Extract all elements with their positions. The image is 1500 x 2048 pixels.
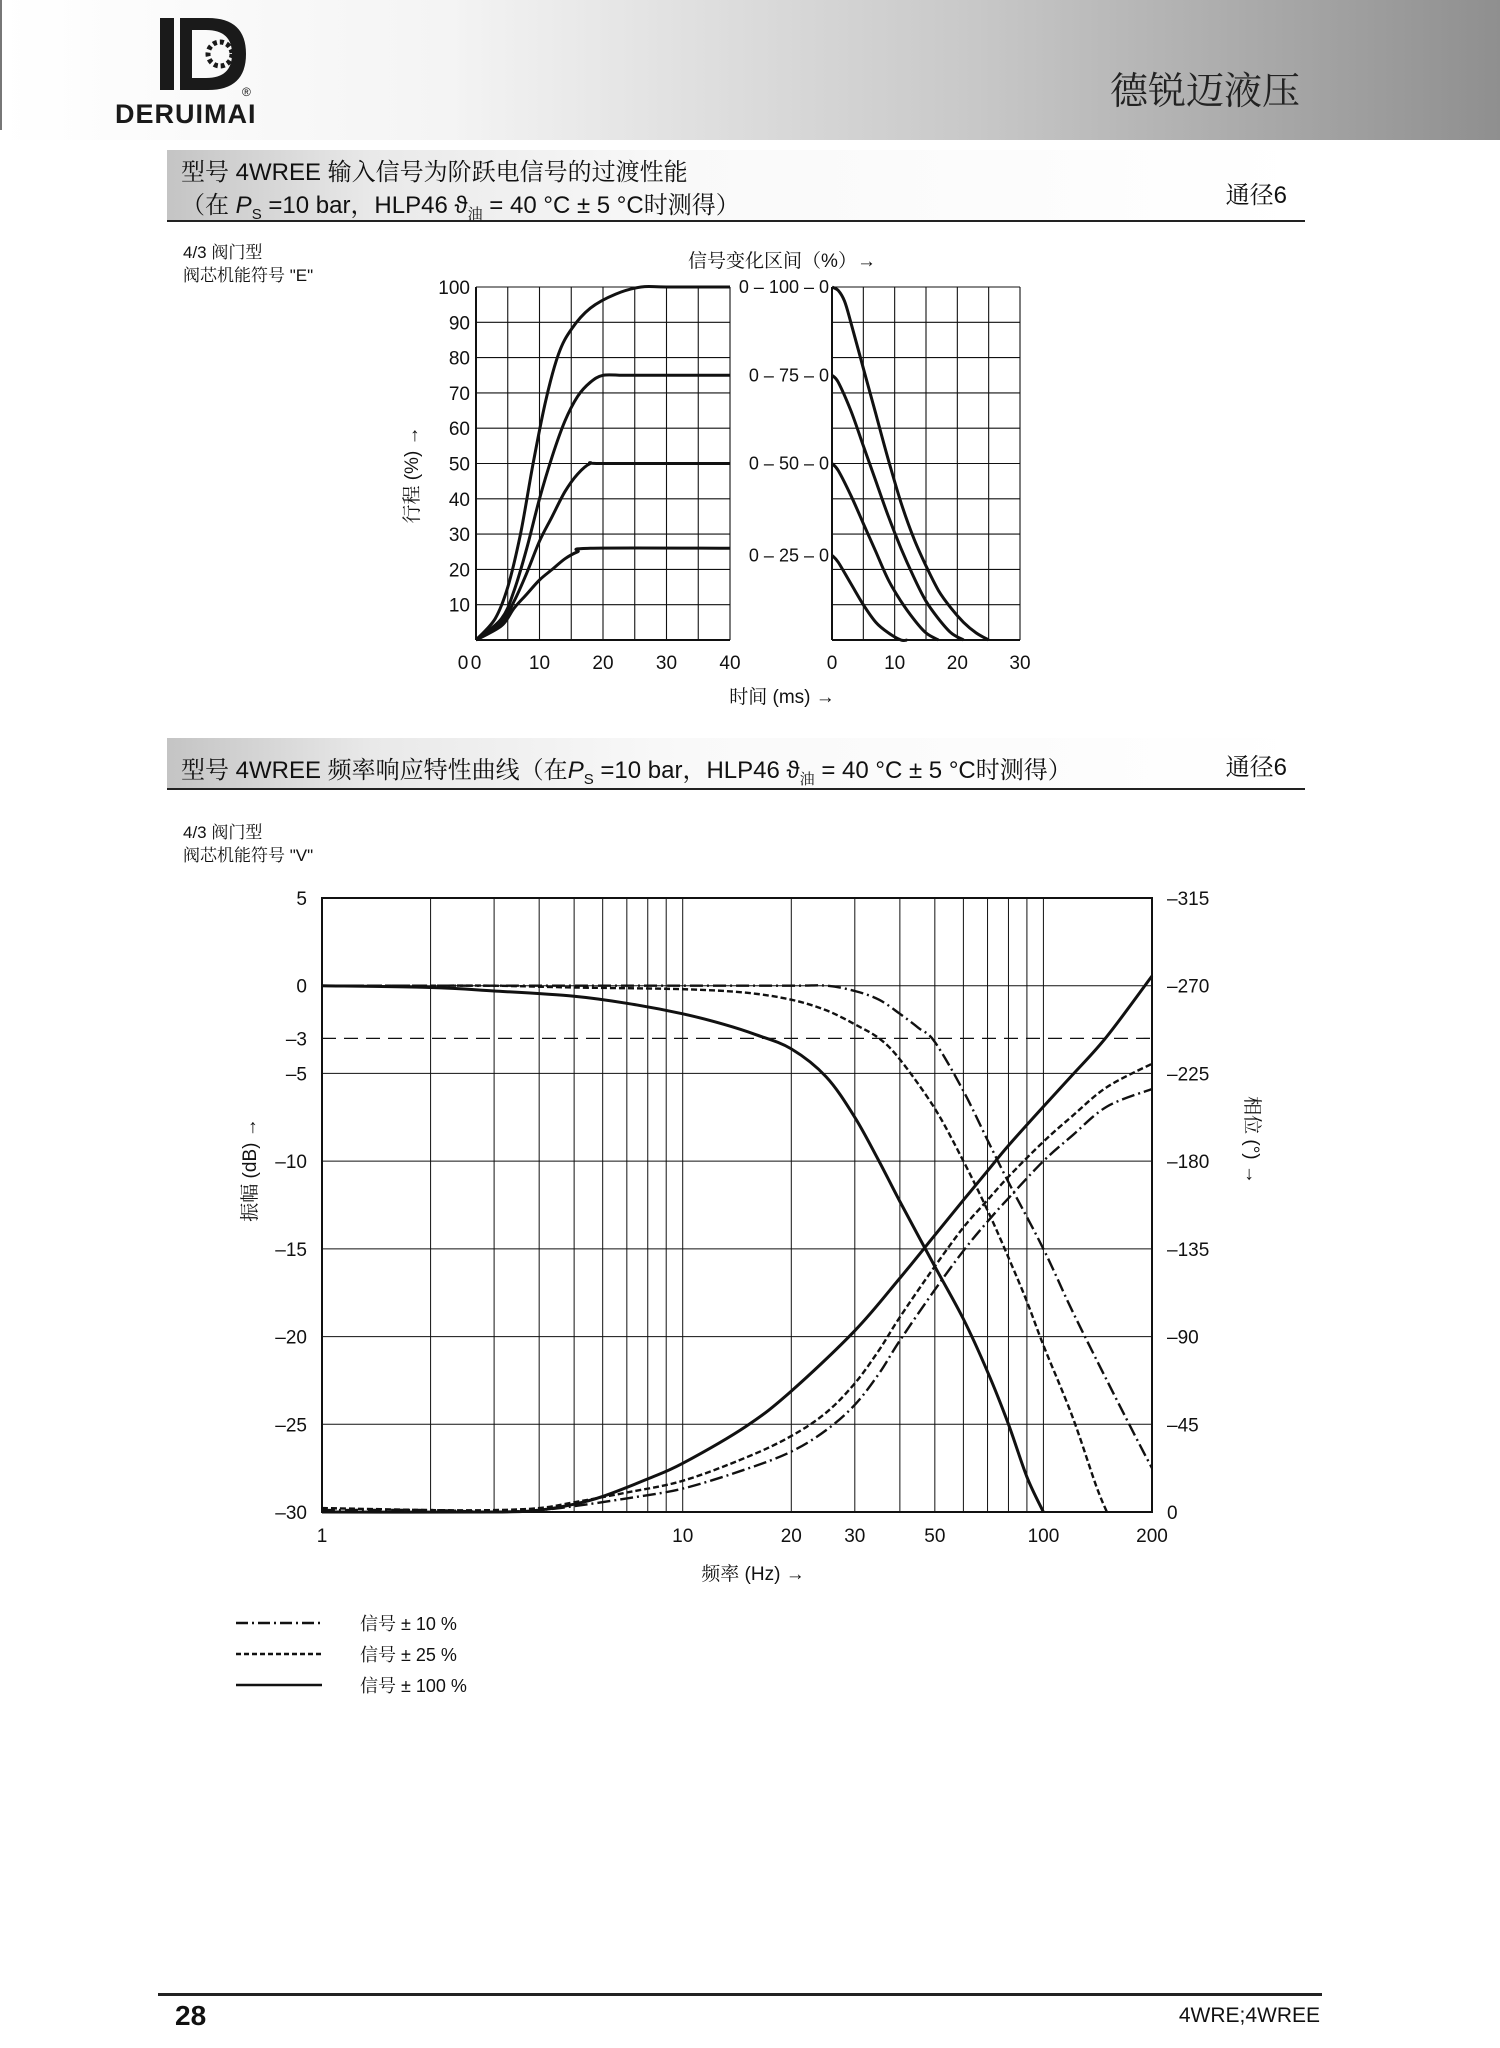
logo-registered-mark: ®	[242, 85, 251, 99]
section1-valve-type: 4/3 阀门型	[183, 243, 263, 262]
chart2-xtick-label: 1	[316, 1526, 328, 1547]
section2-title-part-a: 型号 4WREE 频率响应特性曲线（在	[181, 757, 568, 784]
section1-title-oil-sub: 油	[467, 205, 483, 223]
chart1-left-xtick-label: 20	[592, 653, 614, 674]
legend-label-10: 信号 ± 10 %	[360, 1614, 457, 1634]
section2-title-oil-sub: 油	[799, 770, 815, 788]
chart1-right-series-line	[832, 464, 939, 641]
section2-title-ps-sub: S	[583, 770, 594, 788]
page-header	[0, 0, 1500, 140]
chart1-range-label: 0 – 50 – 0	[748, 453, 829, 474]
logo-d-shape	[180, 18, 246, 90]
section1-title-ps: P	[235, 192, 252, 219]
chart2-xtick-label: 100	[1027, 1526, 1060, 1547]
chart1-xlabel: 时间 (ms) →	[729, 687, 835, 708]
legend-item-25	[236, 1639, 457, 1669]
section2-spool-symbol: 阀芯机能符号 "V"	[183, 846, 314, 865]
chart2-ytick-label: 5	[296, 889, 307, 910]
logo-bar	[160, 18, 174, 90]
brand-name: DERUIMAI	[115, 99, 257, 129]
footer-rule	[158, 1993, 1322, 1996]
chart2-amplitude-line-dashdot	[322, 985, 1152, 1468]
chart1-ytick-label: 50	[448, 454, 470, 476]
legend-item-10	[236, 1608, 457, 1638]
section1-header	[167, 150, 1305, 222]
section1-title-line2	[181, 185, 740, 224]
chart2-phase-line-dashed	[322, 1064, 1152, 1511]
logo-gear-icon	[208, 42, 232, 66]
chart1-right-xtick-label: 0	[826, 653, 838, 674]
chart2-ytick-label: –15	[275, 1239, 307, 1261]
chart1-ytick-label: 60	[448, 419, 470, 441]
section1-nominal-size: 通径6	[1225, 182, 1287, 209]
section2-title	[181, 750, 1072, 789]
chart2-xtick-label: 20	[780, 1526, 802, 1547]
chart1-ytick-label: 20	[448, 560, 470, 582]
section1-title-line1: 型号 4WREE 输入信号为阶跃电信号的过渡性能	[181, 159, 688, 186]
chart2-yright-tick-label: –45	[1167, 1415, 1199, 1437]
chart1-left-xtick-label: 30	[655, 653, 678, 674]
section2-title-part-c: = 40 °C ± 5 °C时测得）	[814, 757, 1072, 784]
chart1-right-xtick-label: 20	[946, 653, 968, 674]
chart2-ytick-label: –5	[285, 1064, 307, 1086]
chart2-series	[322, 976, 1152, 1512]
chart1-ytick-label: 80	[448, 348, 470, 370]
chart2-ytick-label: 0	[296, 976, 307, 998]
chart2-phase-line-solid	[322, 976, 1152, 1512]
chart2-xtick-label: 10	[672, 1526, 694, 1547]
chart2-grid	[322, 898, 1152, 1512]
company-name: 德锐迈液压	[1109, 71, 1300, 113]
chart1-right-series-line	[832, 555, 907, 640]
chart2-frame	[322, 898, 1152, 1512]
legend-line-dashed	[236, 1649, 322, 1659]
chart1-ytick-label: 70	[448, 383, 470, 405]
section1-spool-symbol: 阀芯机能符号 "E"	[183, 266, 314, 285]
chart1-tick-labels	[438, 277, 1030, 674]
chart2-ytick-label: –25	[275, 1415, 307, 1437]
chart1-ytick-label: 100	[438, 278, 470, 299]
chart1-title: 信号变化区间（%）→	[688, 251, 876, 272]
chart1-ytick-label-zero: 0	[457, 653, 469, 674]
chart2-ylabel-left: 振幅 (dB) →	[240, 1118, 261, 1222]
footer-models: 4WRE;4WREE	[1178, 2004, 1320, 2027]
chart2-yright-tick-label: –135	[1167, 1239, 1210, 1261]
chart2-ylabel-right: 相位 (°) →	[1241, 1096, 1262, 1184]
chart2-xtick-label: 200	[1136, 1526, 1168, 1547]
chart1-right-xtick-label: 30	[1009, 653, 1031, 674]
legend-label-100: 信号 ± 100 %	[360, 1676, 467, 1696]
header-left-rule	[0, 0, 2, 130]
legend-line-solid	[236, 1680, 322, 1690]
legend-label-25: 信号 ± 25 %	[360, 1645, 457, 1665]
section2-nominal-size: 通径6	[1225, 754, 1287, 781]
chart2-ytick-label: –20	[275, 1327, 307, 1349]
chart1-left-xtick-label: 10	[528, 653, 551, 674]
chart2-ytick-label: –10	[275, 1152, 307, 1174]
chart1-range-label: 0 – 100 – 0	[738, 277, 829, 297]
section1-title-part-a: （在	[181, 192, 236, 219]
section2-title-part-b: =10 bar，HLP46 ϑ	[593, 757, 800, 784]
chart2-xtick-label: 50	[924, 1526, 946, 1547]
chart2-xtick-label: 30	[844, 1526, 866, 1547]
chart2-yright-tick-label: –90	[1167, 1327, 1199, 1349]
section2-valve-type: 4/3 阀门型	[183, 823, 263, 842]
chart2-ytick-label: –30	[275, 1503, 307, 1524]
chart1-ytick-label: 90	[448, 313, 470, 335]
chart1-ytick-label: 10	[448, 595, 470, 617]
chart2-yright-tick-label: –180	[1167, 1152, 1210, 1174]
chart2-yright-tick-label: –225	[1167, 1064, 1210, 1086]
legend-item-100	[236, 1670, 467, 1700]
section2-header	[167, 738, 1305, 790]
section2-title-ps: P	[567, 757, 584, 784]
frequency-response-chart	[0, 870, 1500, 1590]
chart1-ytick-label: 30	[448, 525, 470, 547]
section1-title-part-c: = 40 °C ± 5 °C时测得）	[482, 192, 740, 219]
step-response-chart	[0, 240, 1500, 710]
chart2-yright-tick-label: 0	[1167, 1503, 1178, 1524]
chart1-range-label: 0 – 75 – 0	[748, 365, 829, 386]
chart1-left-xtick-label: 0	[470, 653, 482, 674]
legend-line-dashdot	[236, 1618, 322, 1628]
page-number: 28	[175, 2000, 207, 2031]
chart2-xlabel: 频率 (Hz) →	[701, 1564, 805, 1585]
chart1-ylabel: 行程 (%) →	[402, 426, 423, 524]
chart2-yright-tick-label: –270	[1167, 976, 1210, 998]
chart1-ytick-label: 40	[448, 489, 470, 511]
brand-logo	[158, 12, 268, 107]
section1-title-ps-sub: S	[251, 205, 262, 223]
section1-title-part-b: =10 bar，HLP46 ϑ	[261, 192, 468, 219]
chart2-ytick-label: –3	[285, 1029, 307, 1051]
chart1-range-label: 0 – 25 – 0	[748, 545, 829, 566]
chart1-right-xtick-label: 10	[884, 653, 906, 674]
chart2-yright-tick-label: –315	[1167, 889, 1210, 910]
chart1-left-xtick-label: 40	[719, 653, 741, 674]
